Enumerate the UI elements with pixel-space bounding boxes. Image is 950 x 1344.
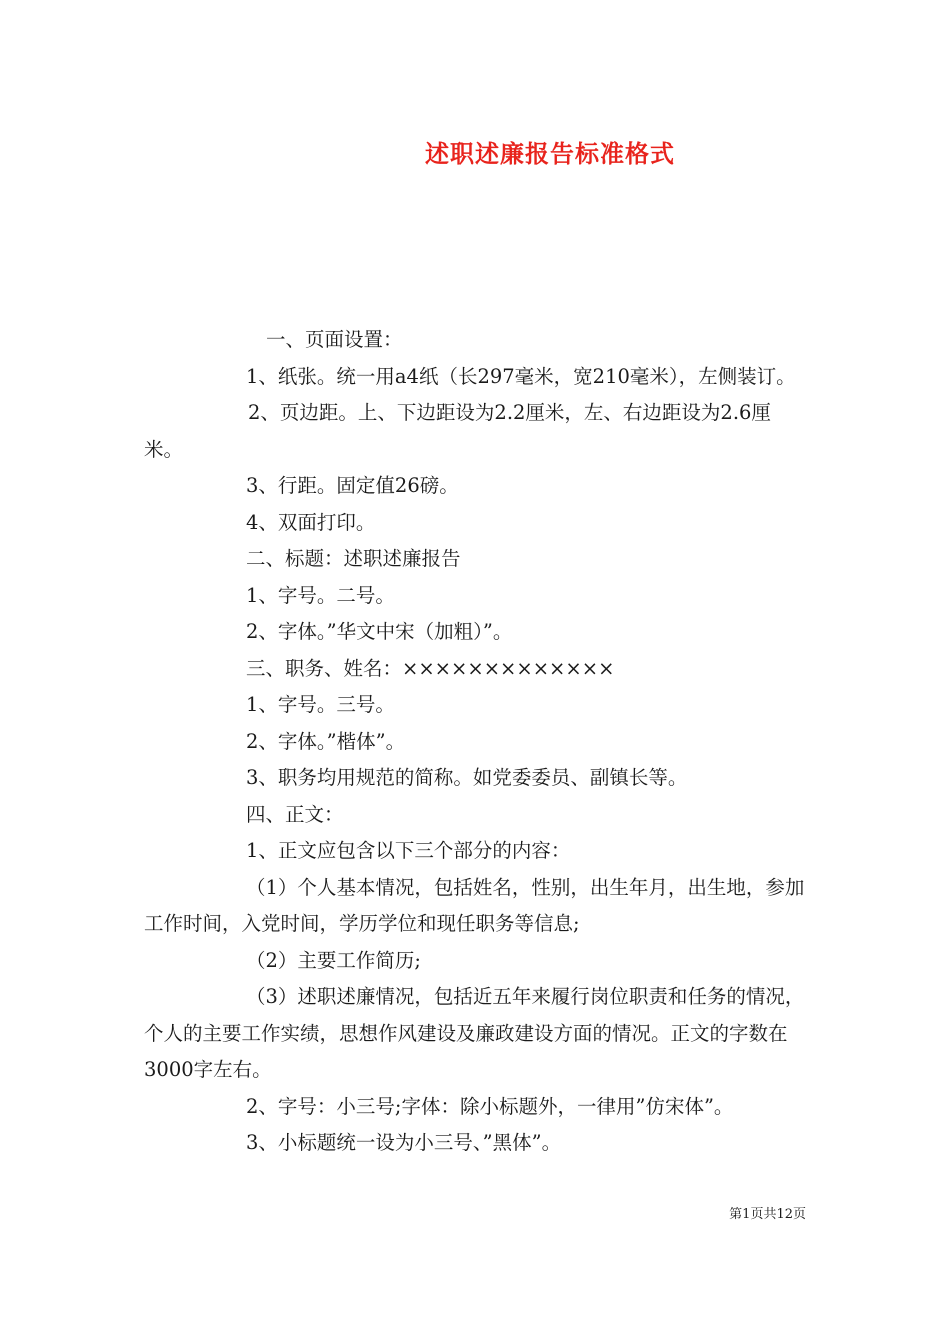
paragraph: 2、页边距。上、下边距设为2.2厘米，左、右边距设为2.6厘米。 [144, 401, 771, 461]
paragraph: （2）主要工作简历; [246, 948, 421, 972]
paragraph: 1、字号。三号。 [246, 693, 395, 716]
paragraph: 4、双面打印。 [246, 510, 376, 534]
paragraph: 3、行距。固定值26磅。 [246, 474, 459, 497]
paragraph: 2、字体。”华文中宋（加粗）”。 [246, 620, 513, 643]
paragraph: 3、职务均用规范的简称。如党委委员、副镇长等。 [246, 766, 688, 789]
document-title: 述职述廉报告标准格式 [425, 139, 675, 168]
document-body [144, 322, 809, 1162]
paragraph: 1、正文应包含以下三个部分的内容： [246, 839, 571, 862]
paragraph: 3、小标题统一设为小三号、”黑体”。 [246, 1131, 562, 1154]
section-heading: 一、页面设置： [266, 328, 403, 351]
paragraph: （1）个人基本情况，包括姓名，性别，出生年月，出生地，参加工作时间，入党时间，学历学位和现任职务等信息; [144, 875, 805, 935]
paragraph: 2、字号：小三号;字体：除小标题外，一律用”仿宋体”。 [246, 1094, 734, 1118]
page-number: 第1页共12页 [729, 1207, 806, 1222]
section-heading: 二、标题：述职述廉报告 [246, 547, 461, 570]
paragraph: 1、字号。二号。 [246, 583, 395, 607]
paragraph: 2、字体。”楷体”。 [246, 729, 406, 753]
paragraph: 1、纸张。统一用a4纸（长297毫米，宽210毫米），左侧装订。 [246, 364, 796, 388]
section-heading: 三、职务、姓名：××××××××××××× [246, 656, 615, 680]
paragraph: （3）述职述廉情况，包括近五年来履行岗位职责和任务的情况，个人的主要工作实绩，思想作风建设及廉政建设方面的情况。正文的字数在3000字左右。 [144, 985, 805, 1081]
section-heading: 四、正文： [246, 802, 344, 826]
